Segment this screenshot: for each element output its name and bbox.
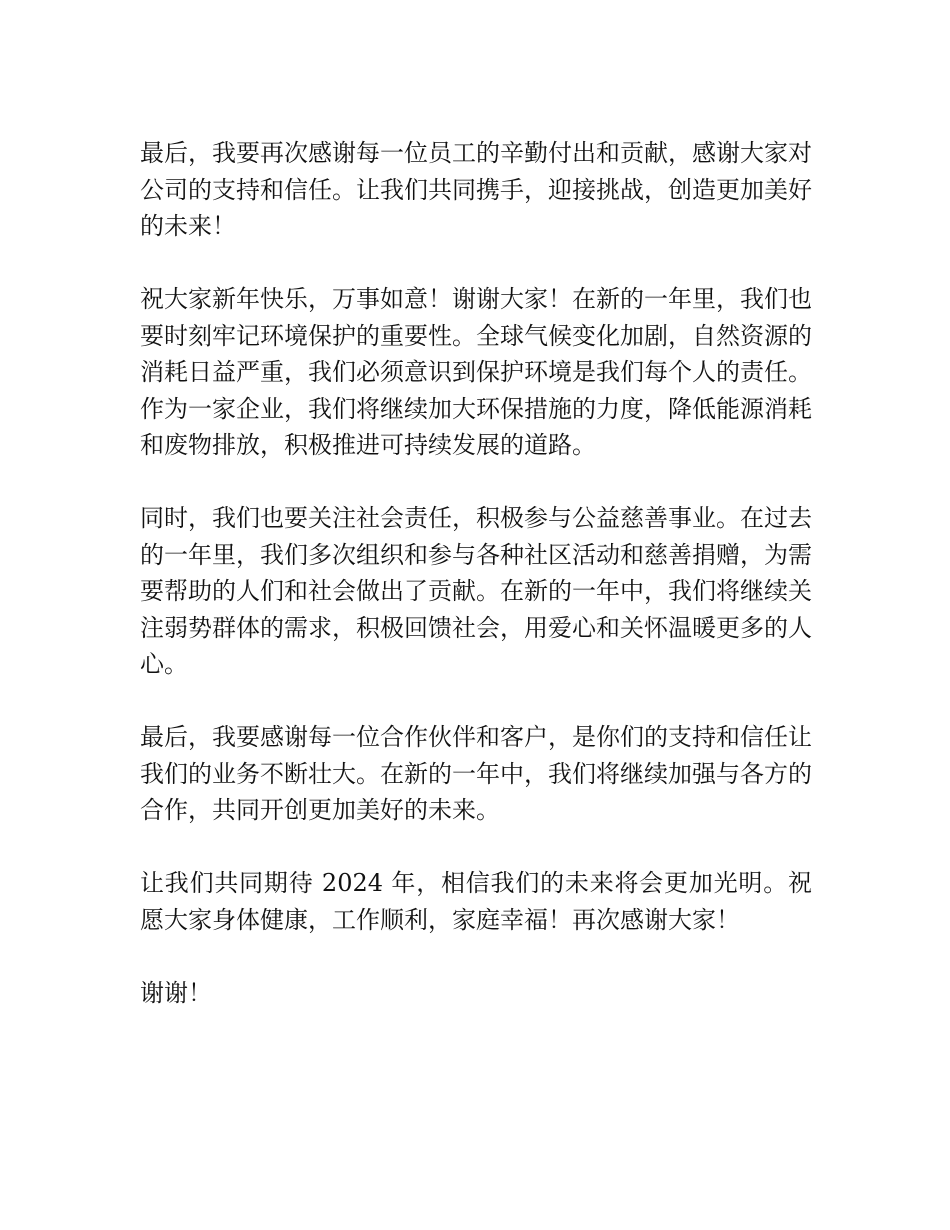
- document-body: [140, 135, 812, 1011]
- paragraph-outlook-2024: 让我们共同期待 2024 年，相信我们的未来将会更加光明。祝愿大家身体健康，工作顺利，家庭幸福！再次感谢大家！: [140, 869, 812, 934]
- paragraph-thanks-employees: 最后，我要再次感谢每一位员工的辛勤付出和贡献，感谢大家对公司的支持和信任。让我们共同携手，迎接挑战，创造更加美好的未来！: [140, 139, 812, 240]
- paragraph-closing: 谢谢！: [140, 978, 212, 1007]
- paragraph-environment: 祝大家新年快乐，万事如意！谢谢大家！在新的一年里，我们也要时刻牢记环境保护的重要性。全球气候变化加剧，自然资源的消耗日益严重，我们必须意识到保护环境是我们每个人的责任。作为一家企业，我们将继续加大环保措施的力度，降低能源消耗和废物排放，积极推进可持续发展的道路。: [140, 285, 812, 459]
- paragraph-social-responsibility: 同时，我们也要关注社会责任，积极参与公益慈善事业。在过去的一年里，我们多次组织和参与各种社区活动和慈善捐赠，为需要帮助的人们和社会做出了贡献。在新的一年中，我们将继续关注弱势群体的需求，积极回馈社会，用爱心和关怀温暖更多的人心。: [140, 504, 812, 678]
- paragraph-thanks-partners: 最后，我要感谢每一位合作伙伴和客户，是你们的支持和信任让我们的业务不断壮大。在新的一年中，我们将继续加强与各方的合作，共同开创更加美好的未来。: [140, 723, 812, 824]
